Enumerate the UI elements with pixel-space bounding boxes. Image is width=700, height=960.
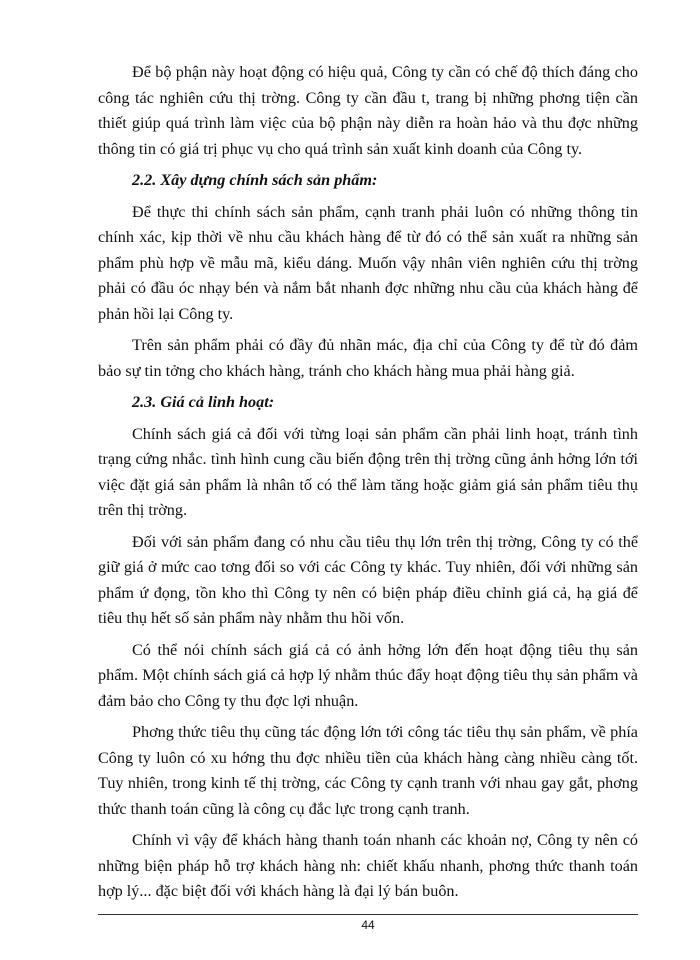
paragraph: Có thể nói chính sách giá cả có ảnh hởng lớn đến hoạt động tiêu thụ sản phẩm. Một chính sách giá cả hợp lý nhằm thúc đẩy hoạt động tiêu thụ sản phẩm và đảm bảo cho Công ty thu đợc lợi nhuận. <box>98 640 638 710</box>
paragraph: Phơng thức tiêu thụ cũng tác động lớn tới công tác tiêu thụ sản phẩm, về phía Công ty luôn có xu hớng thu đợc nhiều tiền của khách hàng càng nhiều càng tốt. Tuy nhiên, trong kinh tế thị trờng, các Công ty cạnh tranh với nhau gay gắt, phơng thức thanh toán cũng là công cụ đắc lực trong cạnh tranh. <box>98 723 638 818</box>
paragraph: Để thực thi chính sách sản phẩm, cạnh tranh phải luôn có những thông tin chính xác, kịp thời về nhu cầu khách hàng để từ đó có thể sản xuất ra những sản phẩm phù hợp về mẫu mã, kiểu dáng. Muốn vậy nhân viên nghiên cứu thị trờng phải có đầu óc nhạy bén và nắm bắt nhanh đợc những nhu cầu của khách hàng để phản hồi lại Công ty. <box>98 202 638 323</box>
section-heading-2-2: 2.2. Xây dựng chính sách sản phẩm: <box>132 171 378 189</box>
footer-divider <box>98 914 638 915</box>
section-heading-2-3: 2.3. Giá cả linh hoạt: <box>132 393 275 411</box>
paragraph: Đối với sản phẩm đang có nhu cầu tiêu thụ lớn trên thị trờng, Công ty có thể giữ giá ở mức cao tơng đối so với các Công ty khác. Tuy nhiên, đối với những sản phẩm ứ đọng, tồn kho thì Công ty nên có biện pháp điều chỉnh giá cả, hạ giá để tiêu thụ hết số sản phẩm này nhằm thu hồi vốn. <box>98 532 638 627</box>
page-body <box>98 60 638 911</box>
paragraph: Chính sách giá cả đối với từng loại sản phẩm cần phải linh hoạt, tránh tình trạng cứng nhắc. tình hình cung cầu biến động trên thị trờng cũng ảnh hởng lớn tới việc đặt giá sản phẩm là nhân tố có thể làm tăng hoặc giảm giá sản phẩm tiêu thụ trên thị trờng. <box>98 424 638 519</box>
paragraph: Để bộ phận này hoạt động có hiệu quả, Công ty cần có chế độ thích đáng cho công tác nghiên cứu thị trờng. Công ty cần đầu t, trang bị những phơng tiện cần thiết giúp quá trình làm việc của bộ phận này diễn ra hoàn hảo và thu đợc những thông tin có giá trị phục vụ cho quá trình sản xuất kinh doanh của Công ty. <box>98 63 638 158</box>
page-number: 44 <box>361 918 375 932</box>
paragraph: Chính vì vậy để khách hàng thanh toán nhanh các khoản nợ, Công ty nên có những biện pháp hỗ trợ khách hàng nh: chiết khấu nhanh, phơng thức thanh toán hợp lý... đặc biệt đối với khách hàng là đại lý bán buôn. <box>98 831 638 900</box>
paragraph: Trên sản phẩm phải có đầy đủ nhãn mác, địa chỉ của Công ty để từ đó đảm bảo sự tin tởng cho khách hàng, tránh cho khách hàng mua phải hàng giả. <box>98 336 638 380</box>
